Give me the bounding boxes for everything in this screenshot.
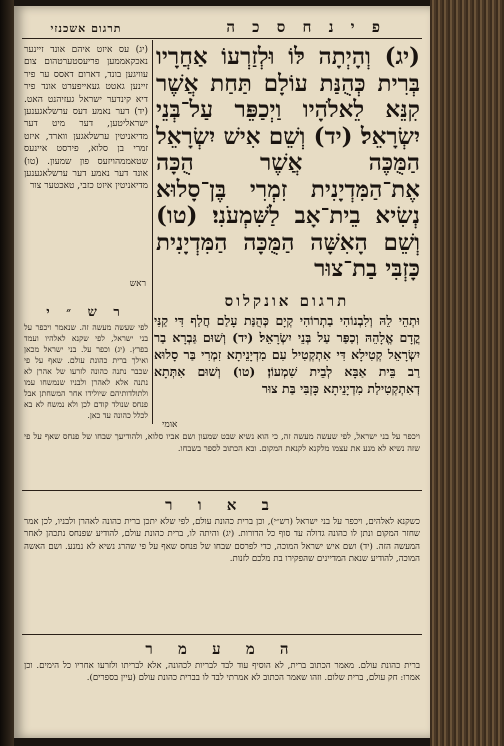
- rashi-continuation-text: ויכפר על בני ישראל, לפי שעשה מעשה זה, כי הוא נשיא שבט שמעון ושם אביו סלוא, ולהודיעך שבחו של פנחס שאף על פי שזה נשיא לא מנע את עצמו מלקנא לקנאת המקום. ובא הכתוב לספר בשבחו.: [24, 431, 420, 453]
- rashi-heading: ר ש ״ י: [46, 305, 126, 320]
- targum-ashkenazi-heading: תרגום אשכנזי: [50, 22, 122, 35]
- meamar-text: ברית כהונת עולם. מאמר הכתוב ברית, לא הוסיף עוד לבד לבריות לכהונה, אלא לבריתו ולזרעו אחריו כל הימים. וכן אמרו: חק עולם, ברית שלום. וזהו שאמר הכתוב לא אמרתי לבד לו בברית כהונת עולם (עיין בספרים).: [24, 661, 420, 684]
- onkelos-heading: תרגום אונקלוס: [224, 292, 350, 310]
- targum-ashkenazi-text: (יג) עס איזט איהם אונד זיינער נאכקאממען פריעסטערטהום צום עוויגען בונד, דארום דאסס ער פיר זיינען גאטט געאייפערט אונד פיר דיא קינדער ישראל געזיהנט האט. (יד) דער נאמע דעס ערשלאגענען ישראליטען, דער מיט דער מדיאניטין ערשלאגען ווארד, איזט זמרי בן סלוא, פירסט איינעס שטאממהויזעס פון שמעון. (טו) אונד דער נאמע דער ערשלאגענען מדיאניטין איזט כזבי, טאכטער צור: [24, 45, 148, 192]
- page-edges: [430, 0, 504, 746]
- header-rule: [22, 38, 422, 39]
- column-divider: [152, 40, 153, 424]
- onkelos-text: וּתְהֵי לֵהּ וְלִבְנוֹהִי בַתְרוֹהִי קְיָם כְּהֻנַּת עָלַם חֲלַף דִּי קַנִּי קֳדָם אֱלָהֵהּ וְכַפַּר עַל בְּנֵי יִשְׂרָאֵל׃ (יד) וְשׁוּם גַּבְרָא בַר יִשְׂרָאֵל קְטִילָא דִּי אִתְקְטִיל עִם מִדְיָנֵיתָא זִמְרִי בַּר סָלוּא רַב בֵּית אַבָּא לְבֵית שִׁמְעוֹן׃ (טו) וְשׁוּם אִתְּתָא דְאִתְקְטִילַת מִדְיָנֵיתָא כָּזְבִּי בַּת צוּר: [154, 313, 420, 396]
- parasha-title: פ י נ ח ס כ ה: [226, 18, 386, 36]
- main-torah-text: (יג) וְהָיְתָה לּוֹ וּלְזַרְעוֹ אַחֲרָיו בְּרִית כְּהֻנַּת עוֹלָם תַּחַת אֲשֶׁר קִנֵּא לֵאלֹהָיו וַיְכַפֵּר עַל־בְּנֵי יִשְׂרָאֵל׃ (יד) וְשֵׁם אִישׁ יִשְׂרָאֵל הַמֻּכֶּה אֲשֶׁר הֻכָּה אֶת־הַמִּדְיָנִית זִמְרִי בֶּן־סָלוּא נְשִׂיא בֵית־אָב לַשִּׁמְעֹנִי׃ (טו) וְשֵׁם הָאִשָּׁה הַמֻּכָּה הַמִּדְיָנִית כָּזְבִּי בַת־צוּר: [156, 43, 420, 282]
- catchword: אומי: [162, 420, 178, 430]
- section-rule: [22, 490, 422, 491]
- section-rule: [22, 634, 422, 635]
- meamar-heading: ה מ ע מ ר: [145, 640, 299, 658]
- page-header: [14, 18, 430, 40]
- rashi-column-text: לפי שעשה מעשה זה. שנאמר ויכפר על בני ישראל, לפי שקנא לאלהיו ועמד בפרץ. (יג) וכפר על. בני ישראל מכאן ואילך ברית כהונת עולם. שאף על פי שכבר נתנה כהונה לזרעו של אהרן לא נתנה אלא לאהרן ולבניו שנמשחו עמו ולתולדותיהם שיולידו אחר המשחתן אבל פנחס שנולד קודם לכן ולא נמשח לא בא לכלל כהונה עד כאן.: [24, 323, 148, 420]
- beur-heading: ב א ו ר: [165, 496, 279, 514]
- catchword: ראש: [129, 279, 146, 289]
- book-spine: [0, 0, 14, 746]
- book-page: [14, 6, 430, 738]
- beur-text: כשקנא לאלהים, ויכפר על בני ישראל (רש״י), וכן ברית כהונת עולם, לפי שלא יתכן ברית כהונה לאהרן ולבניו, לכן אמר שחזר המקום ונתן לו כהונה גדולה עד סוף כל הדורות. (יג) והיתה לו, ברית כהונת עולם, להודיע שפנחס נתכהן לאחר המעשה הזה. (יד) ושם איש ישראל המוכה, כדי לפרסם שבחו של פנחס שאף על פי שהרג נשיא לא נמנע. ושם האשה המוכה, להודיע שנאת המדיינים שהפקירו בת מלכם לזנות.: [24, 517, 420, 564]
